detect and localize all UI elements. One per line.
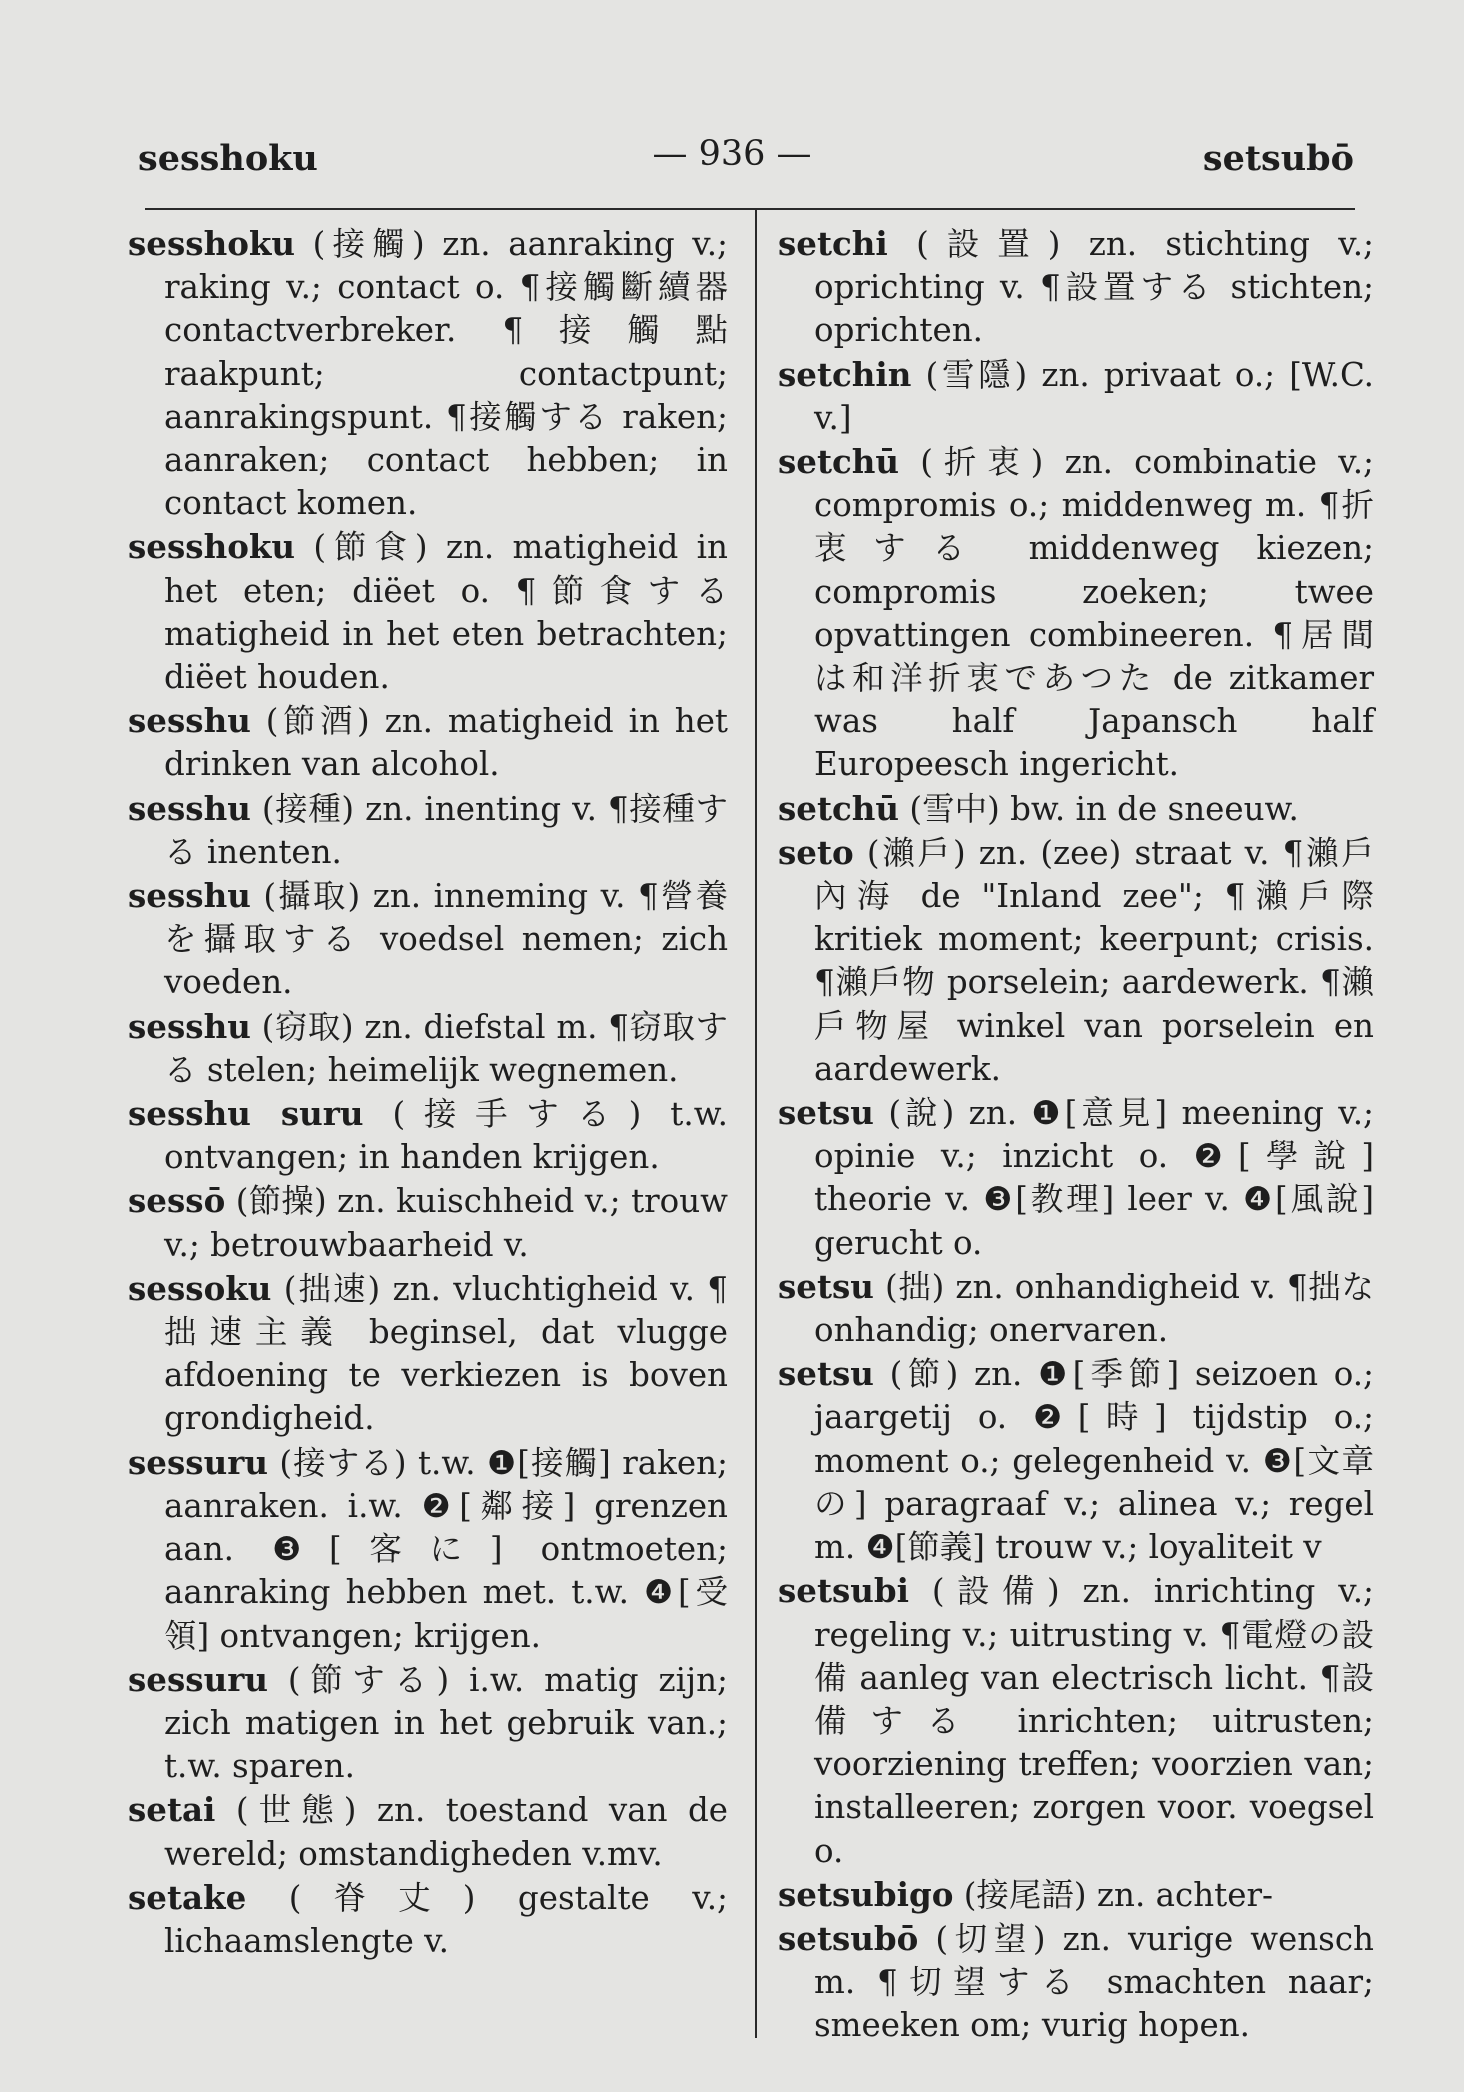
headword: sessoku	[128, 1268, 272, 1308]
dictionary-entry	[128, 1267, 728, 1441]
dictionary-entry	[128, 699, 728, 786]
dictionary-entry	[128, 1179, 728, 1266]
dictionary-entry	[778, 787, 1374, 831]
definition: (接觸) zn. aanraking v.; raking v.; contact o. ¶接觸斷續器 contactverbreker. ¶接觸點 raakpunt; contactpunt; aanrakingspunt. ¶接觸する raken; aanraken; contact hebben; in contact komen.	[164, 225, 728, 523]
definition: (拙速) zn. vluchtigheid v. ¶拙速主義 beginsel, dat vlugge afdoening te verkiezen is boven grondigheid.	[164, 1269, 728, 1438]
definition: (節する) i.w. matig zijn; zich matigen in het gebruik van.; t.w. sparen.	[164, 1660, 728, 1786]
dictionary-entry	[128, 1876, 728, 1963]
definition: (折衷) zn. combinatie v.; compromis o.; middenweg m. ¶折衷する middenweg kiezen; compromis zoeken; twee opvattingen combineeren. ¶居間は和洋折衷であつた de zitkamer was half Japansch half Europeesch ingericht.	[814, 443, 1374, 784]
dictionary-entry	[778, 1265, 1374, 1352]
headword: sesshu	[128, 701, 251, 741]
column-divider	[755, 208, 757, 2038]
dictionary-entry	[778, 1569, 1374, 1872]
left-column	[128, 222, 728, 1963]
dictionary-entry	[128, 787, 728, 874]
dictionary-entry	[128, 1441, 728, 1658]
dictionary-entry	[128, 525, 728, 699]
definition: (切望) zn. vurige wensch m. ¶切望する smachten naar; smeeken om; vurig hopen.	[814, 1919, 1374, 2045]
definition: (接尾語) zn. achter-	[963, 1875, 1273, 1914]
headword: setsubi	[778, 1571, 909, 1611]
dictionary-entry	[128, 1788, 728, 1875]
running-head-left: sesshoku	[138, 138, 318, 179]
dictionary-entry	[778, 1091, 1374, 1265]
dictionary-entry	[128, 1092, 728, 1179]
definition: (攝取) zn. inneming v. ¶營養を攝取する voedsel nemen; zich voeden.	[164, 877, 728, 1002]
header-rule	[145, 208, 1355, 210]
headword: sessuru	[128, 1442, 268, 1482]
definition: (雪隱) zn. privaat o.; [W.C. v.]	[814, 355, 1374, 437]
definition: (節) zn. ❶[季節] seizoen o.; jaargetij o. ❷[時] tijdstip o.; moment o.; gelegenheid v. ❸[文章の] paragraaf v.; alinea v.; regel m. ❹[節義] trouw v.; loyaliteit v	[814, 1355, 1374, 1567]
headword: setchū	[778, 788, 900, 828]
definition: (雪中) bw. in de sneeuw.	[909, 789, 1299, 828]
dictionary-entry	[778, 353, 1374, 440]
headword: sessō	[128, 1181, 226, 1221]
headword: sesshu	[128, 876, 251, 916]
headword: setsubigo	[778, 1874, 954, 1914]
definition: (瀨戶) zn. (zee) straat v. ¶瀨戶內海 de "Inland zee"; ¶瀨戶際 kritiek moment; keerpunt; crisis. ¶瀨戶物 porselein; aardewerk. ¶瀨戶物屋 winkel van porselein en aardewerk.	[814, 833, 1374, 1088]
headword: setsu	[778, 1093, 874, 1133]
dictionary-entry	[778, 440, 1374, 787]
headword: setchi	[778, 224, 888, 263]
definition: (節酒) zn. matigheid in het drinken van alcohol.	[164, 702, 728, 784]
headword: sesshoku	[128, 527, 296, 567]
headword: setsu	[778, 1266, 874, 1306]
headword: sesshu	[128, 788, 251, 828]
headword: sesshu suru	[128, 1094, 364, 1134]
definition: (世態) zn. toestand van de wereld; omstandigheden v.mv.	[164, 1791, 728, 1873]
definition: (節食) zn. matigheid in het eten; diëet o. ¶節食する matigheid in het eten betrachten; diëet houden.	[164, 528, 728, 697]
dictionary-entry	[128, 1005, 728, 1092]
dictionary-entry	[128, 1658, 728, 1789]
dictionary-entry	[778, 1352, 1374, 1569]
definition: (設置) zn. stichting v.; oprichting v. ¶設置する stichten; oprichten.	[814, 225, 1374, 350]
definition: (接種) zn. inenting v. ¶接種する inenten.	[164, 789, 728, 871]
definition: (節操) zn. kuischheid v.; trouw v.; betrouwbaarheid v.	[164, 1182, 728, 1264]
definition: (設備) zn. inrichting v.; regeling v.; uitrusting v. ¶電燈の設備 aanleg van electrisch licht. ¶設備する inrichten; uitrusten; voorziening treffen; voorzien van; installeeren; zorgen voor. voegsel o.	[814, 1572, 1374, 1870]
headword: setai	[128, 1790, 216, 1830]
definition: (接する) t.w. ❶[接觸] raken; aanraken. i.w. ❷[鄰接] grenzen aan. ❸[客に] ontmoeten; aanraking hebben met. t.w. ❹[受領] ontvangen; krijgen.	[164, 1443, 728, 1655]
definition: (說) zn. ❶[意見] meening v.; opinie v.; inzicht o. ❷[學說] theorie v. ❸[教理] leer v. ❹[風說] gerucht o.	[814, 1094, 1374, 1262]
headword: seto	[778, 832, 854, 872]
headword: setsubō	[778, 1918, 919, 1958]
right-column	[778, 222, 1374, 2048]
headword: setake	[128, 1877, 247, 1917]
headword: sessuru	[128, 1659, 268, 1699]
dictionary-entry	[128, 874, 728, 1005]
running-head-right: setsubō	[1202, 138, 1354, 179]
definition: (拙) zn. onhandigheid v. ¶拙な onhandig; onervaren.	[814, 1267, 1374, 1350]
headword: sesshu	[128, 1006, 251, 1046]
headword: setchū	[778, 442, 900, 482]
dictionary-entry	[128, 222, 728, 525]
definition: (窃取) zn. diefstal m. ¶窃取する stelen; heimelijk wegnemen.	[164, 1007, 728, 1089]
headword: setchin	[778, 354, 912, 394]
dictionary-entry	[778, 1873, 1374, 1917]
dictionary-entry	[778, 1917, 1374, 2048]
page-number: — 936 —	[652, 134, 812, 174]
headword: setsu	[778, 1354, 874, 1394]
dictionary-entry	[778, 831, 1374, 1091]
definition: (脊丈) gestalte v.; lichaamslengte v.	[164, 1878, 728, 1960]
definition: (接手する) t.w. ontvangen; in handen krijgen.	[164, 1095, 728, 1177]
dictionary-entry	[778, 222, 1374, 353]
headword: sesshoku	[128, 224, 296, 263]
